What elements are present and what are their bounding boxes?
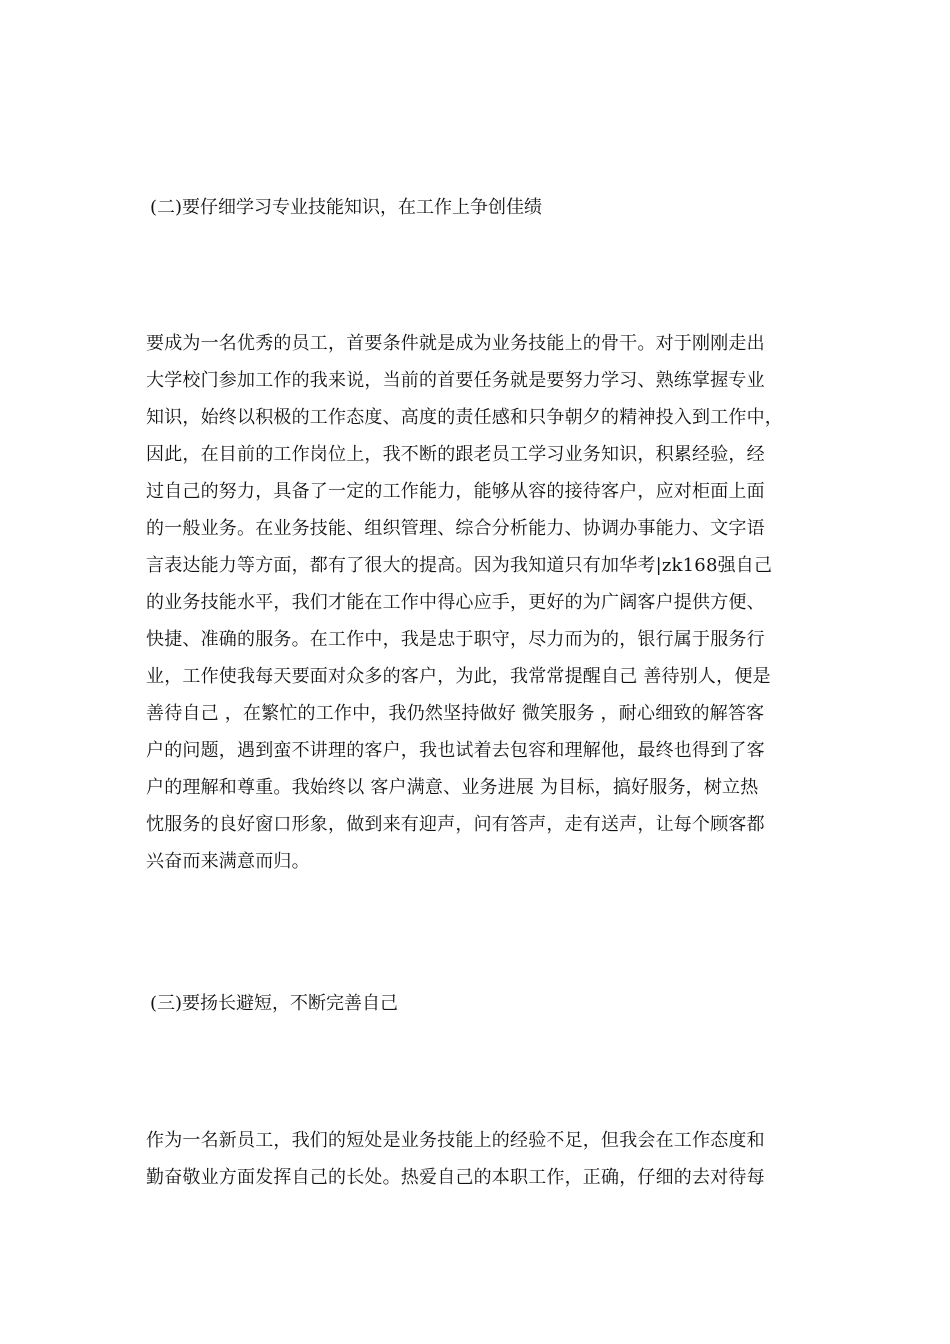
paragraph-line: 忱服务的良好窗口形象，做到来有迎声，问有答声，走有送声，让每个顾客都: [146, 814, 765, 835]
section-heading-3: (三)要扬长避短，不断完善自己: [150, 993, 399, 1014]
paragraph-line: 勤奋敬业方面发挥自己的长处。热爱自己的本职工作，正确，仔细的去对待每: [146, 1167, 765, 1188]
paragraph-line: 业，工作使我每天要面对众多的客户，为此，我常常提醒自己 善待别人，便是: [146, 666, 771, 687]
paragraph-line: 因此，在目前的工作岗位上，我不断的跟老员工学习业务知识，积累经验，经: [146, 444, 765, 465]
paragraph-line: 言表达能力等方面，都有了很大的提高。因为我知道只有加华考|zk168强自己: [146, 555, 773, 576]
paragraph-line: 的业务技能水平，我们才能在工作中得心应手，更好的为广阔客户提供方便、: [146, 592, 765, 613]
section-paragraph-3: [146, 1122, 810, 1196]
paragraph-line: 户的理解和尊重。我始终以 客户满意、业务进展 为目标，搞好服务，树立热: [146, 777, 759, 798]
paragraph-line: 大学校门参加工作的我来说，当前的首要任务就是要努力学习、熟练掌握专业: [146, 370, 765, 391]
paragraph-line: 的一般业务。在业务技能、组织管理、综合分析能力、协调办事能力、文字语: [146, 518, 765, 539]
paragraph-line: 过自己的努力，具备了一定的工作能力，能够从容的接待客户，应对柜面上面: [146, 481, 765, 502]
paragraph-line: 善待自己 ，在繁忙的工作中，我仍然坚持做好 微笑服务 ，耐心细致的解答客: [146, 703, 765, 724]
section-heading-2: (二)要仔细学习专业技能知识，在工作上争创佳绩: [150, 197, 543, 218]
paragraph-line: 快捷、准确的服务。在工作中，我是忠于职守，尽力而为的，银行属于服务行: [146, 629, 765, 650]
paragraph-line: 作为一名新员工，我们的短处是业务技能上的经验不足，但我会在工作态度和: [146, 1130, 765, 1151]
paragraph-line: 知识，始终以积极的工作态度、高度的责任感和只争朝夕的精神投入到工作中，: [146, 407, 783, 428]
section-paragraph-2: [146, 325, 810, 880]
paragraph-line: 兴奋而来满意而归。: [146, 851, 310, 872]
paragraph-line: 要成为一名优秀的员工，首要条件就是成为业务技能上的骨干。对于刚刚走出: [146, 333, 765, 354]
paragraph-line: 户的问题，遇到蛮不讲理的客户，我也试着去包容和理解他，最终也得到了客: [146, 740, 765, 761]
